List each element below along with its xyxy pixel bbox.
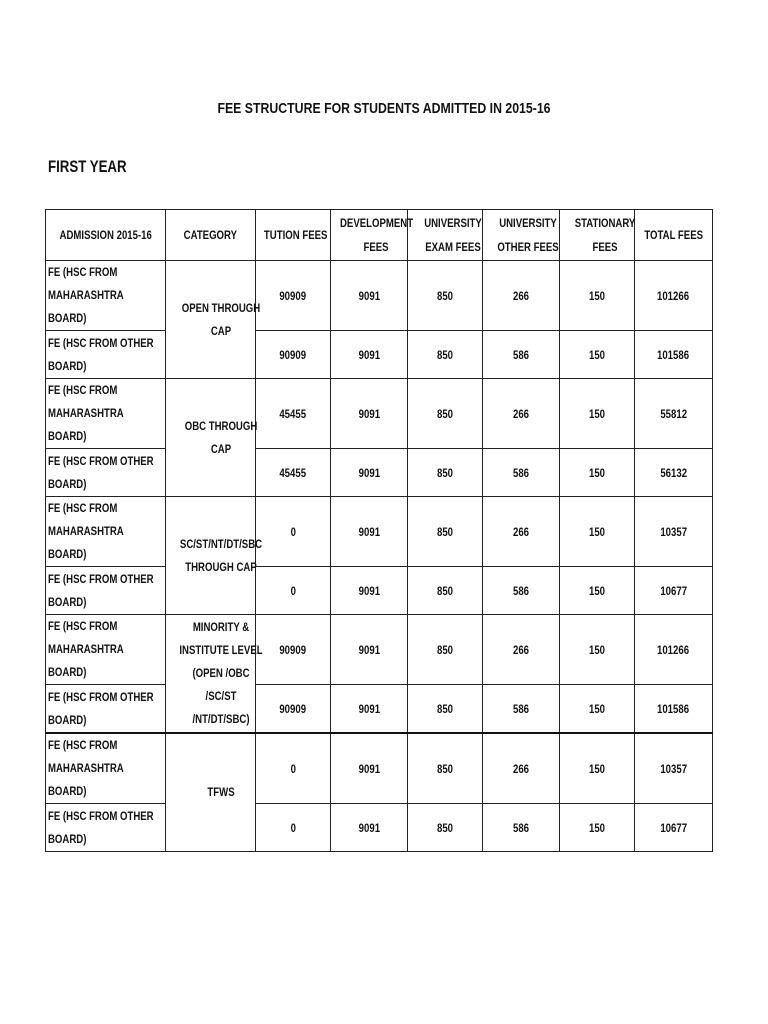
other-cell: 266 bbox=[483, 497, 560, 567]
admission-cell: FE (HSC FROM OTHER BOARD) bbox=[46, 804, 166, 852]
stationary-cell: 150 bbox=[560, 261, 635, 331]
stationary-cell: 150 bbox=[560, 497, 635, 567]
admission-cell: FE (HSC FROM MAHARASHTRA BOARD) bbox=[46, 379, 166, 449]
other-cell: 266 bbox=[483, 379, 560, 449]
exam-cell: 850 bbox=[408, 379, 483, 449]
exam-cell: 850 bbox=[408, 733, 483, 804]
total-cell: 101586 bbox=[635, 685, 713, 734]
category-cell: OBC THROUGH CAP bbox=[166, 379, 256, 497]
category-cell: OPEN THROUGH CAP bbox=[166, 261, 256, 379]
other-cell: 586 bbox=[483, 685, 560, 734]
column-header: CATEGORY bbox=[166, 210, 256, 261]
table-row bbox=[46, 733, 713, 804]
stationary-cell: 150 bbox=[560, 804, 635, 852]
table-row bbox=[46, 261, 713, 331]
stationary-cell: 150 bbox=[560, 685, 635, 734]
exam-cell: 850 bbox=[408, 685, 483, 734]
table-row bbox=[46, 379, 713, 449]
table-row bbox=[46, 331, 713, 379]
table-row bbox=[46, 615, 713, 685]
tution-cell: 90909 bbox=[256, 261, 331, 331]
section-heading: FIRST YEAR bbox=[48, 157, 127, 176]
fee-table-body bbox=[46, 261, 713, 852]
tution-cell: 0 bbox=[256, 804, 331, 852]
column-header: TUTION FEES bbox=[256, 210, 331, 261]
column-header: STATIONARY FEES bbox=[560, 210, 635, 261]
total-cell: 10677 bbox=[635, 804, 713, 852]
development-cell: 9091 bbox=[331, 497, 408, 567]
tution-cell: 90909 bbox=[256, 331, 331, 379]
tution-cell: 0 bbox=[256, 497, 331, 567]
admission-cell: FE (HSC FROM OTHER BOARD) bbox=[46, 331, 166, 379]
column-header: UNIVERSITY OTHER FEES bbox=[483, 210, 560, 261]
admission-cell: FE (HSC FROM OTHER BOARD) bbox=[46, 449, 166, 497]
stationary-cell: 150 bbox=[560, 733, 635, 804]
development-cell: 9091 bbox=[331, 379, 408, 449]
tution-cell: 45455 bbox=[256, 379, 331, 449]
other-cell: 266 bbox=[483, 261, 560, 331]
exam-cell: 850 bbox=[408, 261, 483, 331]
exam-cell: 850 bbox=[408, 567, 483, 615]
column-header: UNIVERSITY EXAM FEES bbox=[408, 210, 483, 261]
header-row bbox=[46, 210, 713, 261]
fee-table bbox=[45, 209, 713, 852]
development-cell: 9091 bbox=[331, 685, 408, 734]
tution-cell: 90909 bbox=[256, 615, 331, 685]
development-cell: 9091 bbox=[331, 331, 408, 379]
development-cell: 9091 bbox=[331, 261, 408, 331]
development-cell: 9091 bbox=[331, 567, 408, 615]
tution-cell: 0 bbox=[256, 567, 331, 615]
exam-cell: 850 bbox=[408, 804, 483, 852]
category-cell: TFWS bbox=[166, 733, 256, 852]
stationary-cell: 150 bbox=[560, 449, 635, 497]
stationary-cell: 150 bbox=[560, 331, 635, 379]
total-cell: 10357 bbox=[635, 497, 713, 567]
admission-cell: FE (HSC FROM MAHARASHTRA BOARD) bbox=[46, 261, 166, 331]
tution-cell: 45455 bbox=[256, 449, 331, 497]
table-row bbox=[46, 804, 713, 852]
exam-cell: 850 bbox=[408, 497, 483, 567]
stationary-cell: 150 bbox=[560, 379, 635, 449]
other-cell: 266 bbox=[483, 615, 560, 685]
table-row bbox=[46, 567, 713, 615]
category-cell: MINORITY & INSTITUTE LEVEL (OPEN /OBC /SC/ST /NT/DT/SBC) bbox=[166, 615, 256, 734]
column-header: TOTAL FEES bbox=[635, 210, 713, 261]
development-cell: 9091 bbox=[331, 733, 408, 804]
other-cell: 586 bbox=[483, 804, 560, 852]
admission-cell: FE (HSC FROM OTHER BOARD) bbox=[46, 567, 166, 615]
admission-cell: FE (HSC FROM MAHARASHTRA BOARD) bbox=[46, 615, 166, 685]
total-cell: 56132 bbox=[635, 449, 713, 497]
other-cell: 266 bbox=[483, 733, 560, 804]
other-cell: 586 bbox=[483, 331, 560, 379]
column-header: ADMISSION 2015-16 bbox=[46, 210, 166, 261]
admission-cell: FE (HSC FROM MAHARASHTRA BOARD) bbox=[46, 497, 166, 567]
exam-cell: 850 bbox=[408, 331, 483, 379]
total-cell: 101586 bbox=[635, 331, 713, 379]
table-row bbox=[46, 449, 713, 497]
admission-cell: FE (HSC FROM OTHER BOARD) bbox=[46, 685, 166, 734]
page-title: FEE STRUCTURE FOR STUDENTS ADMITTED IN 2015-16 bbox=[217, 100, 551, 117]
table-row bbox=[46, 497, 713, 567]
total-cell: 101266 bbox=[635, 261, 713, 331]
exam-cell: 850 bbox=[408, 615, 483, 685]
other-cell: 586 bbox=[483, 567, 560, 615]
development-cell: 9091 bbox=[331, 449, 408, 497]
admission-cell: FE (HSC FROM MAHARASHTRA BOARD) bbox=[46, 733, 166, 804]
total-cell: 10677 bbox=[635, 567, 713, 615]
stationary-cell: 150 bbox=[560, 615, 635, 685]
development-cell: 9091 bbox=[331, 615, 408, 685]
total-cell: 101266 bbox=[635, 615, 713, 685]
tution-cell: 0 bbox=[256, 733, 331, 804]
table-row bbox=[46, 685, 713, 734]
stationary-cell: 150 bbox=[560, 567, 635, 615]
category-cell: SC/ST/NT/DT/SBC THROUGH CAP bbox=[166, 497, 256, 615]
other-cell: 586 bbox=[483, 449, 560, 497]
development-cell: 9091 bbox=[331, 804, 408, 852]
exam-cell: 850 bbox=[408, 449, 483, 497]
column-header: DEVELOPMENT FEES bbox=[331, 210, 408, 261]
total-cell: 10357 bbox=[635, 733, 713, 804]
total-cell: 55812 bbox=[635, 379, 713, 449]
tution-cell: 90909 bbox=[256, 685, 331, 734]
